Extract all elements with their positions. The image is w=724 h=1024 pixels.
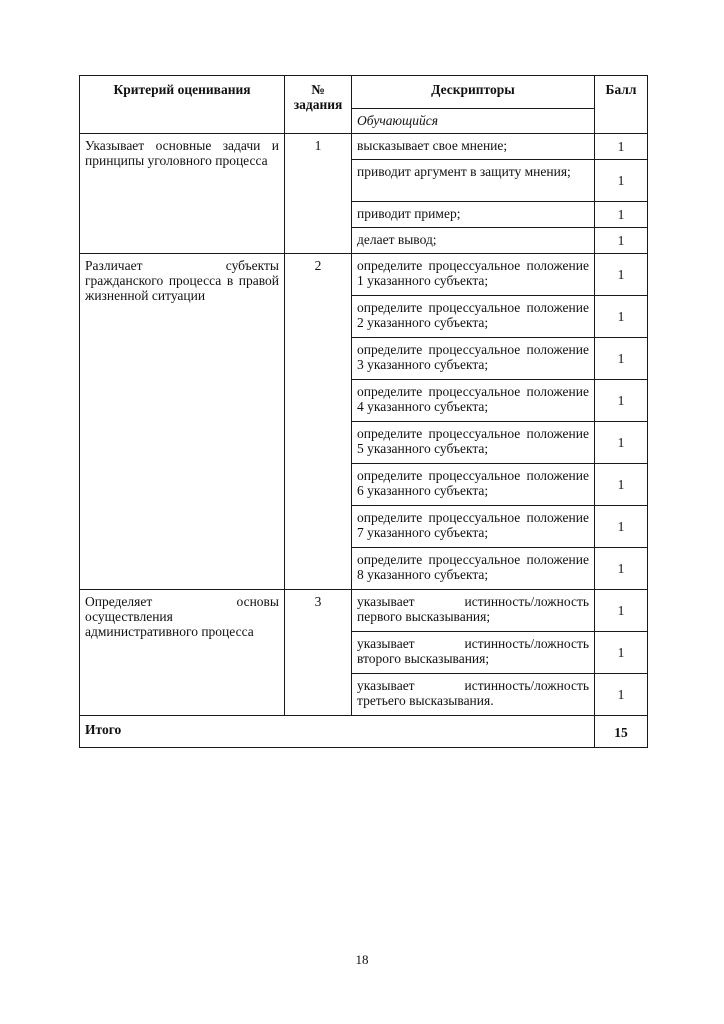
descriptor-cell: указывает истинность/ложность первого высказывания;: [352, 590, 595, 632]
score-cell: 1: [595, 202, 648, 228]
score-cell: 1: [595, 506, 648, 548]
task-number-cell: 2: [285, 254, 352, 590]
score-cell: 1: [595, 228, 648, 254]
score-cell: 1: [595, 590, 648, 632]
assessment-table: [79, 75, 648, 748]
descriptor-cell: определите процессуальное положение 6 указанного субъекта;: [352, 464, 595, 506]
total-label: Итого: [80, 716, 595, 748]
total-row: [80, 716, 648, 748]
total-value: 15: [595, 716, 648, 748]
descriptor-cell: определите процессуальное положение 7 указанного субъекта;: [352, 506, 595, 548]
header-criterion: Критерий оценивания: [80, 76, 285, 134]
score-cell: 1: [595, 632, 648, 674]
learner-label: Обучающийся: [352, 109, 595, 134]
descriptor-cell: определите процессуальное положение 3 указанного субъекта;: [352, 338, 595, 380]
score-cell: 1: [595, 254, 648, 296]
descriptor-cell: приводит аргумент в защиту мнения;: [352, 160, 595, 202]
descriptor-cell: делает вывод;: [352, 228, 595, 254]
header-score: Балл: [595, 76, 648, 134]
score-cell: 1: [595, 338, 648, 380]
descriptor-cell: определите процессуальное положение 1 указанного субъекта;: [352, 254, 595, 296]
table-row: [80, 590, 648, 632]
header-row: [80, 76, 648, 109]
criterion-cell: Различает субъекты гражданского процесса в правой жизненной ситуации: [80, 254, 285, 590]
header-task-number: № задания: [285, 76, 352, 134]
score-cell: 1: [595, 548, 648, 590]
descriptor-cell: определите процессуальное положение 2 указанного субъекта;: [352, 296, 595, 338]
descriptor-cell: определите процессуальное положение 8 указанного субъекта;: [352, 548, 595, 590]
header-descriptors: Дескрипторы: [352, 76, 595, 109]
descriptor-cell: определите процессуальное положение 5 указанного субъекта;: [352, 422, 595, 464]
table-row: [80, 134, 648, 160]
page-number: 18: [355, 952, 369, 967]
table-row: [80, 254, 648, 296]
descriptor-cell: указывает истинность/ложность третьего высказывания.: [352, 674, 595, 716]
task-number-cell: 1: [285, 134, 352, 254]
score-cell: 1: [595, 464, 648, 506]
descriptor-cell: высказывает свое мнение;: [352, 134, 595, 160]
score-cell: 1: [595, 134, 648, 160]
score-cell: 1: [595, 422, 648, 464]
score-cell: 1: [595, 296, 648, 338]
descriptor-cell: приводит пример;: [352, 202, 595, 228]
descriptor-cell: определите процессуальное положение 4 указанного субъекта;: [352, 380, 595, 422]
descriptor-cell: указывает истинность/ложность второго высказывания;: [352, 632, 595, 674]
task-number-cell: 3: [285, 590, 352, 716]
criterion-cell: Указывает основные задачи и принципы уголовного процесса: [80, 134, 285, 254]
score-cell: 1: [595, 160, 648, 202]
criterion-cell: Определяет основы осуществления административного процесса: [80, 590, 285, 716]
score-cell: 1: [595, 380, 648, 422]
score-cell: 1: [595, 674, 648, 716]
